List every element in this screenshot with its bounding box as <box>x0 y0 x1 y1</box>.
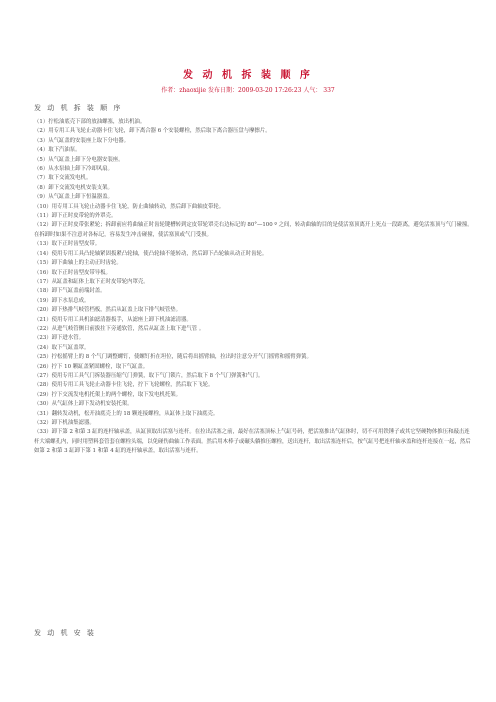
step-item: （12）卸下正时皮带张紧轮；拆卸前应将曲轴正时齿轮键槽转到定皮带轮罩壳右边标记的 80°—100 º 之间，转动曲轴的目的是使活塞顶离开上死点一段距离，避免活塞顶与气门碰撞。在拆卸时如果不注意对各标记，容易发生冲击碰撞，使活塞顶或气门受损。 <box>34 222 473 238</box>
step-item: （3）从气缸盖的安装座上取下分电器。 <box>34 137 130 144</box>
step-item: （28）使用专用工具飞轮止动器卡住飞轮，拧下飞轮螺栓，然后取下飞轮。 <box>34 382 214 389</box>
step-item: （27）使用专用工具气门拆装器压缩气门弹簧，取下气门锁片，然后取下 8 个气门弹簧和气门。 <box>34 372 264 379</box>
step-item: （24）取下气缸盖罩。 <box>34 344 90 351</box>
step-item: （26）拧下 10 颗缸盖紧固螺栓，取下气缸盖。 <box>34 363 149 370</box>
section-heading-installation: 发 动 机 安 装 <box>34 629 96 637</box>
step-item: （15）卸下曲轴上的主动正时齿轮。 <box>34 260 122 267</box>
step-item: （5）从气缸盖上卸下分电器安装座。 <box>34 156 124 163</box>
step-list <box>34 118 474 457</box>
step-item: （8）卸下交流发电机安装支架。 <box>34 184 113 191</box>
step-item: （30）从气缸体上卸下发动机安装托架。 <box>34 401 133 408</box>
step-item: （33）卸下第 2 和第 3 缸的连杆轴承盖，从缸顶取出活塞与连杆。在拉出活塞之前，最好在活塞顶标上气缸号码，把活塞推出气缸体时，切不可用铁锤子或其它坚硬物体推压和敲击连杆大端螺孔内，同时用塑料套管套在螺栓头端，以免碰伤曲轴工作表面。然后用木棒子或碾头躺推压螺栓，送出连杆，取出活塞连杆后，按气缸号把连杆轴承盖和连杆连接在一起，然后如第 2 和第 3 缸卸下第 1 和第 4 缸的连杆轴承盖，取出活塞与连杆。 <box>34 429 471 455</box>
step-item: （17）从缸盖和缸体上取下正时皮带轮内罩壳。 <box>34 278 149 285</box>
step-item: （2）用专用工具飞轮止动器卡住飞轮，卸下离合器 6 个安装螺栓，然后取下离合器压盘与摩擦片。 <box>34 128 271 135</box>
step-item: （18）卸下气缸盖前端封盖。 <box>34 288 106 295</box>
step-item: （14）使用专用工具凸轮轴紧固扳紧凸轮轴，使凸轮轴不能转动，然后卸下凸轮轴从动正时齿轮。 <box>34 250 268 257</box>
step-item: （4）取下汽油泵。 <box>34 147 81 154</box>
step-item: （23）卸下进水管。 <box>34 335 84 342</box>
step-item: （9）从气缸盖上卸下恒温器盖。 <box>34 194 113 201</box>
step-item: （29）拧下交流发电机托架上的两个螺栓，取下发电机托架。 <box>34 391 182 398</box>
step-item: （13）取下正时齿型皮带。 <box>34 241 101 248</box>
step-item: （19）卸下水泵总成。 <box>34 297 90 304</box>
section-heading-disassembly: 发 动 机 拆 装 顺 序 <box>34 104 123 112</box>
article-meta: 作者：zhaoxijie 发布日期：2009-03-20 17:26:23 人气： 337 <box>161 87 335 94</box>
step-item: （31）翻转发动机，松开油底壳上的 18 颗连接螺栓，从缸体上取下油底壳。 <box>34 410 219 417</box>
step-item: （6）从水泵轴上卸下冷却风扇。 <box>34 166 113 173</box>
step-item: （20）卸下热排气岐管档板，然后从缸盖上取下排气岐管垫。 <box>34 307 182 314</box>
step-item: （16）取下正时齿型皮带导板。 <box>34 269 111 276</box>
step-item: （11）卸下正时皮带轮的外罩壳。 <box>34 213 117 220</box>
step-item: （21）使用专用工具机油滤清器扳手，从滤座上卸下机油滤清器。 <box>34 316 192 323</box>
page-title: 发 动 机 拆 装 顺 序 <box>183 70 313 81</box>
step-item: （22）从进气岐管侧日前拔拄下旁通软管，然后从缸盖上取下进气管 。 <box>34 325 205 332</box>
step-item: （25）拧松摇臂上的 8 个气门调整螺钉，使螺钉折在坦位，随后将出摇臂轴，拉出时注意分开气门摇臂和摇臂弹簧。 <box>34 354 312 361</box>
step-item: （7）取下交流发电机。 <box>34 175 92 182</box>
step-item: （1）拧松油底壳下部的放油螺塞，放出机油。 <box>34 119 146 125</box>
step-item: （10）用专用工具飞轮止动器卡住飞轮，防止曲轴转动，然后卸下曲轴皮带轮。 <box>34 203 225 210</box>
step-item: （32）卸下机油集滤器。 <box>34 420 95 426</box>
